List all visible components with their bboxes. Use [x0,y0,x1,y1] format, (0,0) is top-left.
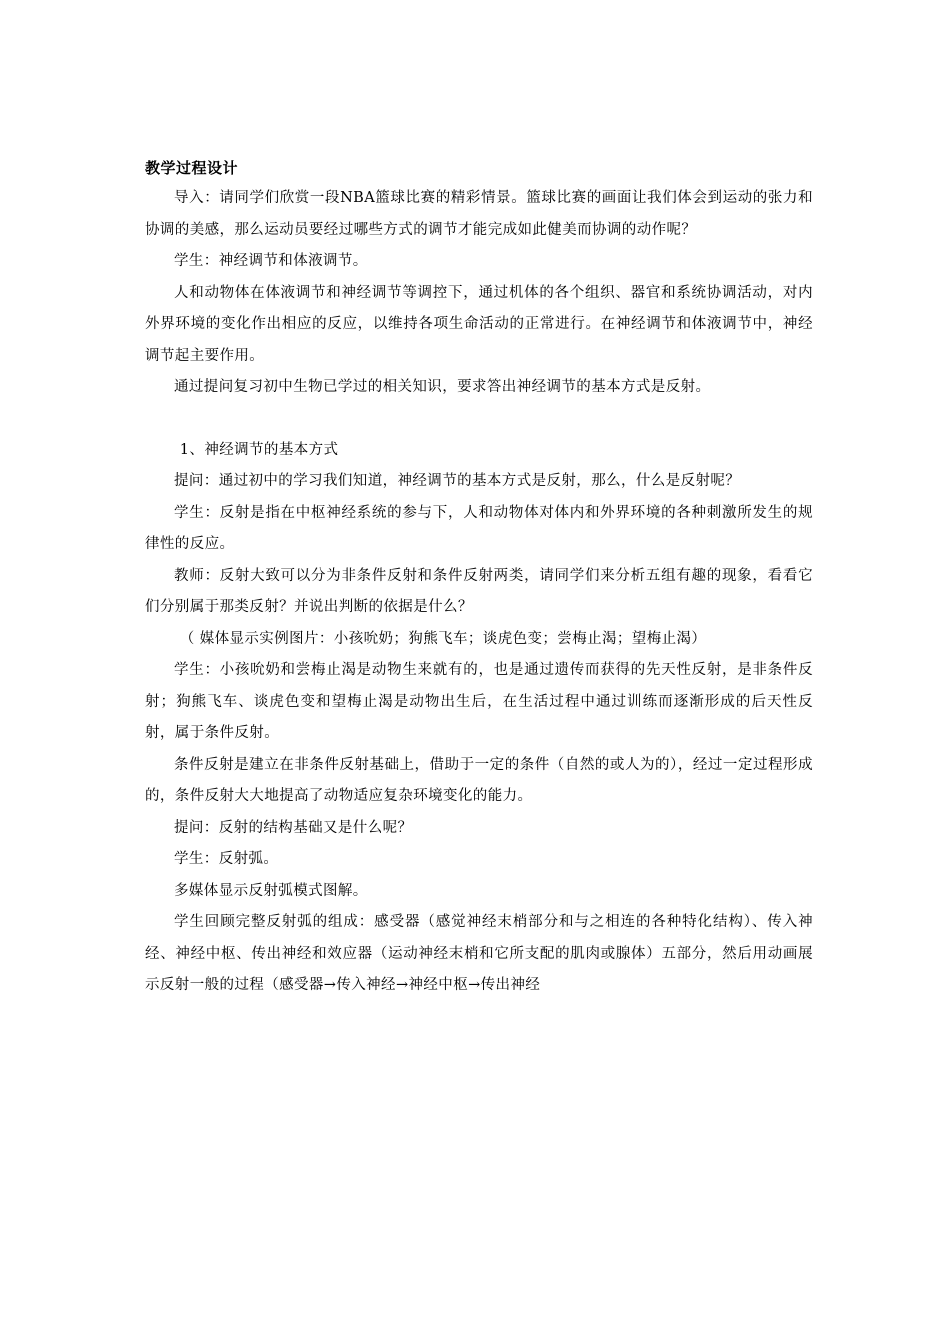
paragraph-reflex-arc: 学生：反射弧。 [174,851,279,867]
page-title: 教学过程设计 [145,159,239,177]
paragraph-media-diagram: 多媒体显示反射弧模式图解。 [174,882,368,899]
paragraph-conditioned-reflex: 条件反射是建立在非条件反射基础上，借助于一定的条件（自然的或人为的），经过一定过程形成的，条件反射大大地提高了动物适应复杂环境变化的能力。 [145,756,813,804]
paragraph-student-analysis: 学生：小孩吮奶和尝梅止渴是动物生来就有的，也是通过遗传而获得的先天性反射，是非条件反射；狗熊飞车、谈虎色变和望梅止渴是动物出生后，在生活过程中通过训练而逐渐形成的后天性反射，属于条件反射。 [145,662,813,741]
paragraph-regulation: 人和动物体在体液调节和神经调节等调控下，通过机体的各个组织、器官和系统协调活动，对内外界环境的变化作出相应的反应，以维持各项生命活动的正常进行。在神经调节和体液调节中，神经调节起主要作用。 [145,284,813,364]
paragraph-review: 通过提问复习初中生物已学过的相关知识，要求答出神经调节的基本方式是反射。 [174,379,711,395]
paragraph-intro: 导入：请同学们欣赏一段NBA篮球比赛的精彩情景。篮球比赛的画面让我们体会到运动的张力和协调的美感，那么运动员要经过哪些方式的调节才能完成如此健美而协调的动作呢？ [145,190,813,238]
paragraph-student-answer: 学生：神经调节和体液调节。 [174,253,368,269]
paragraph-arc-composition: 学生回顾完整反射弧的组成：感受器（感觉神经末梢部分和与之相连的各种特化结构）、传入神经、神经中枢、传出神经和效应器（运动神经末梢和它所支配的肌肉或腺体）五部分，然后用动画展示反射一般的过程（感受器→传入神经→神经中枢→传出神经 [145,914,813,993]
paragraph-media-examples: （ 媒体显示实例图片：小孩吮奶；狗熊飞车；谈虎色变；尝梅止渴；望梅止渴） [179,630,707,647]
paragraph-teacher-reflex-types: 教师：反射大致可以分为非条件反射和条件反射两类，请同学们来分析五组有趣的现象，看看它们分别属于那类反射？并说出判断的依据是什么？ [145,567,813,615]
section-spacer [145,404,813,435]
paragraph-question-structure: 提问：反射的结构基础又是什么呢？ [174,819,413,836]
document-body [145,158,813,1002]
paragraph-reflex-definition: 学生：反射是指在中枢神经系统的参与下，人和动物体对体内和外界环境的各种刺激所发生的规律性的反应。 [145,504,813,552]
paragraph-question-reflex: 提问：通过初中的学习我们知道，神经调节的基本方式是反射，那么，什么是反射呢？ [174,473,741,489]
section-heading: 1、神经调节的基本方式 [179,441,339,458]
